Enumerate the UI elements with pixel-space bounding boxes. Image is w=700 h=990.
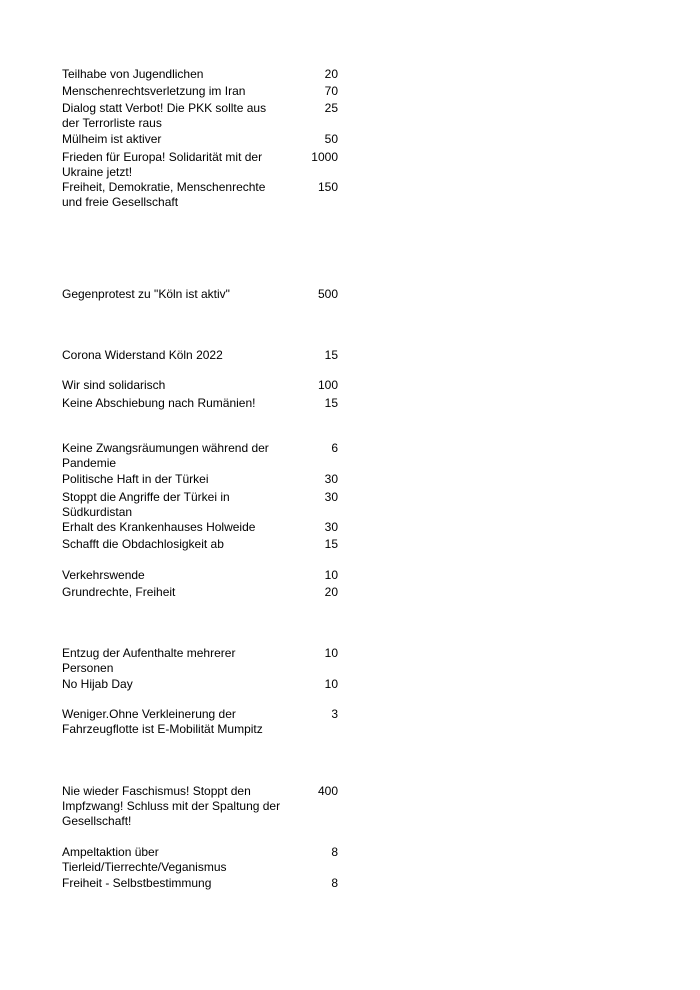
entry-label: Dialog statt Verbot! Die PKK sollte aus der Terrorliste raus [62, 101, 267, 130]
entry-value: 500 [317, 287, 338, 301]
entry-value: 8 [331, 845, 338, 859]
entry-label: Erhalt des Krankenhauses Holweide [62, 520, 256, 534]
entry-label: Ampeltaktion über Tierleid/Tierrechte/Veganismus [62, 845, 227, 874]
entry-value: 10 [324, 646, 338, 660]
entry-value: 30 [324, 490, 338, 504]
entry-label: Stoppt die Angriffe der Türkei in Südkurdistan [62, 490, 230, 519]
entry-value: 400 [317, 784, 338, 798]
entry-value: 1000 [311, 150, 338, 164]
entry-label: Corona Widerstand Köln 2022 [62, 348, 223, 362]
entry-value: 15 [324, 348, 338, 362]
entry-label: Freiheit, Demokratie, Menschenrechte und freie Gesellschaft [62, 180, 266, 209]
entry-value: 10 [324, 677, 338, 691]
entry-value: 20 [324, 67, 338, 81]
entry-label: Weniger.Ohne Verkleinerung der Fahrzeugflotte ist E-Mobilität Mumpitz [62, 707, 263, 736]
entry-label: Entzug der Aufenthalte mehrerer Personen [62, 646, 236, 675]
entry-value: 10 [324, 568, 338, 582]
entry-value: 70 [324, 84, 338, 98]
entry-label: Frieden für Europa! Solidarität mit der Ukraine jetzt! [62, 150, 263, 179]
entry-value: 50 [324, 132, 338, 146]
entry-label: Freiheit - Selbstbestimmung [62, 876, 212, 890]
entry-label: No Hijab Day [62, 677, 133, 691]
entry-label: Verkehrswende [62, 568, 145, 582]
entry-label: Mülheim ist aktiver [62, 132, 162, 146]
entry-value: 15 [324, 396, 338, 410]
entry-value: 6 [331, 441, 338, 455]
entry-value: 3 [331, 707, 338, 721]
entry-label: Keine Abschiebung nach Rumänien! [62, 396, 256, 410]
entry-value: 150 [317, 180, 338, 194]
entry-label: Gegenprotest zu "Köln ist aktiv" [62, 287, 230, 301]
entry-label: Menschenrechtsverletzung im Iran [62, 84, 246, 98]
entry-value: 100 [317, 378, 338, 392]
entry-label: Schafft die Obdachlosigkeit ab [62, 537, 224, 551]
entry-value: 15 [324, 537, 338, 551]
entry-value: 20 [324, 585, 338, 599]
entry-value: 30 [324, 472, 338, 486]
entry-label: Teilhabe von Jugendlichen [62, 67, 204, 81]
entry-value: 8 [331, 876, 338, 890]
entry-value: 25 [324, 101, 338, 115]
entry-value: 30 [324, 520, 338, 534]
entry-label: Keine Zwangsräumungen während der Pandemie [62, 441, 269, 470]
entry-label: Politische Haft in der Türkei [62, 472, 209, 486]
entry-label: Grundrechte, Freiheit [62, 585, 176, 599]
entry-label: Wir sind solidarisch [62, 378, 166, 392]
entry-label: Nie wieder Faschismus! Stoppt den Impfzwang! Schluss mit der Spaltung der Gesellschaft! [62, 784, 281, 828]
